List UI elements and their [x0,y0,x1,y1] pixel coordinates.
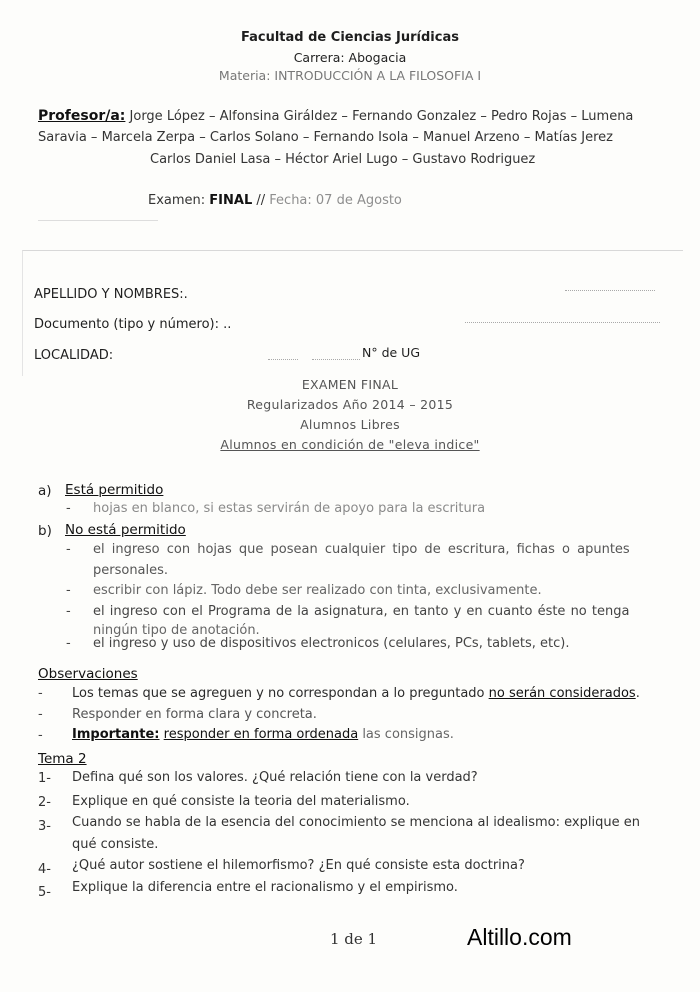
exam-type: FINAL [209,193,253,208]
observation-3 [72,727,454,742]
professors-line-2: Saravia – Marcela Zerpa – Carlos Solano – Fernando Isola – Manuel Arzeno – Matías Jerez [38,130,613,145]
locality-label: LOCALIDAD: [34,348,114,363]
ug-label: N° de UG [362,345,421,360]
not-allowed-item-3-cont: ningún tipo de anotación. [93,623,260,638]
dash: - [66,501,71,516]
allowed-item-1: hojas en blanco, si estas servirán de apoyo para la escritura [93,501,486,516]
faculty-title: Facultad de Ciencias Jurídicas [241,30,459,45]
observation-1-end: . [635,686,640,701]
exam-free: Alumnos Libres [300,417,400,432]
question-1-num: 1- [38,771,51,786]
exam-regularized: Regularizados Año 2014 – 2015 [246,397,454,412]
name-label: APELLIDO Y NOMBRES:. [34,287,188,302]
name-field[interactable] [565,290,655,291]
dash: - [66,583,71,598]
question-2: Explique en qué consiste la teoria del materialismo. [72,794,410,809]
not-allowed-item-3: el ingreso con el Programa de la asignatura, en tanto y en cuanto éste no tenga [93,604,630,619]
observation-1-emph: no serán considerados [488,686,636,701]
document-field[interactable] [465,322,660,323]
question-3-cont: qué consiste. [72,837,159,852]
not-allowed-item-4: el ingreso y uso de dispositivos electronicos (celulares, PCs, tablets, etc). [93,636,570,651]
question-4-num: 4- [38,862,51,877]
question-2-num: 2- [38,795,51,810]
observation-3-emph: responder en forma ordenada [163,727,359,742]
not-allowed-marker: b) [38,523,52,539]
observation-1-text: Los temas que se agreguen y no correspondan a lo preguntado [72,686,489,701]
not-allowed-title: No está permitido [65,522,186,538]
question-4: ¿Qué autor sostiene el hilemorfismo? ¿En qué consiste esta doctrina? [72,858,525,873]
watermark: Altillo.com [467,924,572,950]
question-5-num: 5- [38,885,51,900]
question-5: Explique la diferencia entre el racionalismo y el empirismo. [72,880,458,895]
subject-title: Materia: INTRODUCCIÓN A LA FILOSOFIA I [218,68,482,83]
observation-1 [72,686,640,701]
dash: - [38,707,43,722]
professors-label: Profesor/a: [38,108,126,124]
professors-names-1: Jorge López – Alfonsina Giráldez – Fernando Gonzalez – Pedro Rojas – Lumena [129,109,634,124]
allowed-title: Está permitido [65,482,164,498]
dash: - [66,604,71,619]
observation-2: Responder en forma clara y concreta. [72,707,317,722]
not-allowed-item-2: escribir con lápiz. Todo debe ser realizado con tinta, exclusivamente. [93,583,542,598]
question-3-num: 3- [38,819,51,834]
exam-line [148,193,402,208]
dash: - [66,636,71,651]
allowed-marker: a) [38,483,52,499]
professors-line-1 [38,108,633,124]
tema-title: Tema 2 [38,751,87,767]
exam-sep: // [252,193,270,208]
question-1: Defina qué son los valores. ¿Qué relación tiene con la verdad? [72,770,478,785]
ug-field[interactable] [312,359,360,360]
exam-condition-text: Alumnos en condición de "eleva indice" [220,437,480,452]
page-number: 1 de 1 [330,930,378,948]
student-form [22,250,683,376]
observation-3-label: Importante: [72,727,160,742]
observation-3-end: las consignas. [358,727,454,742]
exam-date: Fecha: 07 de Agosto [269,193,402,208]
exam-title: EXAMEN FINAL [301,377,399,392]
header-divider [38,220,158,221]
career-title: Carrera: Abogacia [293,50,407,65]
exam-condition [0,437,700,452]
exam-prefix: Examen: [148,193,210,208]
dash: - [38,728,43,743]
locality-field[interactable] [268,359,298,360]
professors-line-3: Carlos Daniel Lasa – Héctor Ariel Lugo – Gustavo Rodriguez [150,152,536,167]
question-3: Cuando se habla de la esencia del conocimiento se menciona al idealismo: explique en [72,815,640,830]
dash: - [38,686,43,701]
not-allowed-item-1-cont: personales. [93,563,169,578]
not-allowed-item-1: el ingreso con hojas que posean cualquier tipo de escritura, fichas o apuntes [93,542,630,557]
observations-title: Observaciones [38,666,138,682]
dash: - [66,542,71,557]
document-label: Documento (tipo y número): .. [34,317,232,332]
